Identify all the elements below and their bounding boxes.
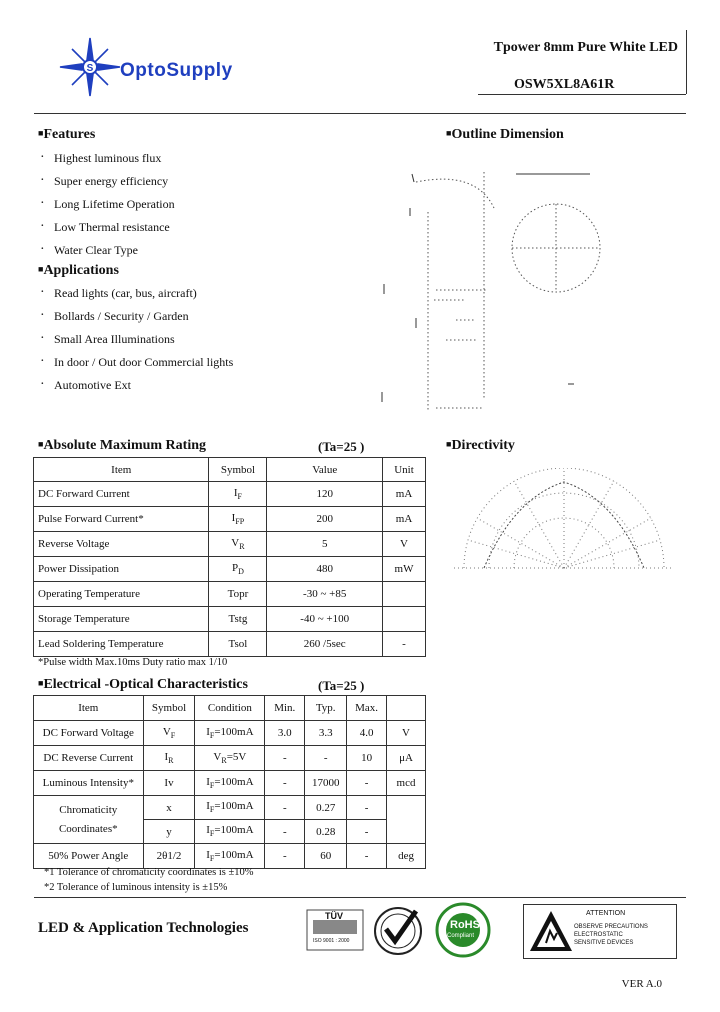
eo-title: ■Electrical -Optical Characteristics <box>38 677 248 692</box>
col-header: Unit <box>383 458 426 482</box>
col-header: Value <box>267 458 383 482</box>
footer-divider <box>34 897 686 898</box>
abs-max-title: ■Absolute Maximum Rating <box>38 438 206 453</box>
outline-dimension-drawing <box>376 160 616 420</box>
table-row: y $I_F=100mA$ - 0.28 - <box>34 820 426 844</box>
list-item: · Read lights (car, bus, aircraft) <box>34 282 414 305</box>
rohs-label: RoHS <box>450 919 480 931</box>
svg-text:S: S <box>86 63 94 74</box>
version-label: VER A.0 <box>621 978 662 990</box>
features-title: ■Features <box>38 127 96 142</box>
abs-max-condition: (Ta=25 ) <box>318 439 365 454</box>
applications-list <box>34 282 414 397</box>
table-row: Power Dissipation $P_D$ 480 mW <box>34 557 426 582</box>
tuv-cert-badge <box>305 906 365 956</box>
part-number: OSW5XL8A61R <box>514 77 615 92</box>
esd-line-2: ELECTROSTATIC <box>574 932 623 938</box>
list-item: · Super energy efficiency <box>34 170 414 193</box>
header-underline <box>478 94 686 95</box>
footer-title: LED & Application Technologies <box>38 920 249 936</box>
list-item: · In door / Out door Commercial lights <box>34 351 414 374</box>
table-row: DC Forward Current $I_F$ 120 mA <box>34 482 426 507</box>
abs-max-note: *Pulse width Max.10ms Duty ratio max 1/10 <box>38 657 228 668</box>
esd-warning-box <box>523 904 677 959</box>
esd-line-1: OBSERVE PRECAUTIONS <box>574 924 648 930</box>
checkmark-seal-icon <box>372 905 424 957</box>
table-header-row <box>34 458 426 482</box>
col-header: Symbol <box>209 458 267 482</box>
directivity-polar-plot <box>444 468 684 578</box>
table-row: Lead Soldering Temperature Tsol 260 /5sec - <box>34 632 426 657</box>
list-item: · Automotive Ext <box>34 374 414 397</box>
esd-warning-icon <box>528 909 574 953</box>
applications-title: ■Applications <box>38 263 119 278</box>
outline-title: ■Outline Dimension <box>446 127 564 142</box>
list-item: · Highest luminous flux <box>34 147 414 170</box>
table-row: Storage Temperature Tstg -40 ~ +100 <box>34 607 426 632</box>
table-row: Reverse Voltage $V_R$ 5 V <box>34 532 426 557</box>
table-row: Luminous Intensity* Iv $I_F=100mA$ - 17000 - mcd <box>34 771 426 796</box>
chroma-item-cell: Chromaticity Coordinates* <box>34 796 144 844</box>
brand-logo <box>56 36 276 98</box>
table-row: Operating Temperature Topr -30 ~ +85 <box>34 582 426 607</box>
esd-title: ATTENTION <box>586 910 626 917</box>
header-vertical-rule <box>686 30 687 94</box>
tuv-cert-text: ISO 9001 : 2000 <box>313 938 350 944</box>
table-row: DC Forward Voltage $V_F$ $I_F=100mA$ 3.0 3.3 4.0 V <box>34 721 426 746</box>
list-item: · Long Lifetime Operation <box>34 193 414 216</box>
header-divider <box>34 113 686 114</box>
table-row: Chromaticity Coordinates* x $I_F=100mA$ - 0.27 - <box>34 796 426 820</box>
eo-note-2: *2 Tolerance of luminous intensity is ±15% <box>44 882 228 893</box>
list-item: · Water Clear Type <box>34 239 414 262</box>
esd-line-3: SENSITIVE DEVICES <box>574 940 634 946</box>
list-item: · Bollards / Security / Garden <box>34 305 414 328</box>
table-row: Pulse Forward Current* $I_{FP}$ 200 mA <box>34 507 426 532</box>
certification-seal <box>372 905 424 957</box>
col-header: Item <box>34 458 209 482</box>
directivity-title: ■Directivity <box>446 438 515 453</box>
star-logo-icon <box>56 36 126 98</box>
tuv-label: TÜV <box>325 911 343 921</box>
brand-name: OptoSupply <box>120 60 233 81</box>
eo-condition: (Ta=25 ) <box>318 678 365 693</box>
list-item: · Small Area Illuminations <box>34 328 414 351</box>
table-header-row: Item Symbol Condition Min. Typ. Max. <box>34 696 426 721</box>
features-list <box>34 147 414 262</box>
eo-note-1: *1 Tolerance of chromaticity coordinates is ±10% <box>44 867 254 878</box>
table-row: DC Reverse Current $I_R$ $V_R=5V$ - - 10 μA <box>34 746 426 771</box>
product-title: Tpower 8mm Pure White LED <box>493 40 678 55</box>
table-row: 50% Power Angle 2θ1/2 $I_F=100mA$ - 60 - deg <box>34 844 426 869</box>
list-item: · Low Thermal resistance <box>34 216 414 239</box>
rohs-sub: Compliant <box>447 933 475 939</box>
abs-max-table <box>33 457 426 657</box>
eo-table <box>33 695 426 869</box>
rohs-badge <box>433 902 493 958</box>
